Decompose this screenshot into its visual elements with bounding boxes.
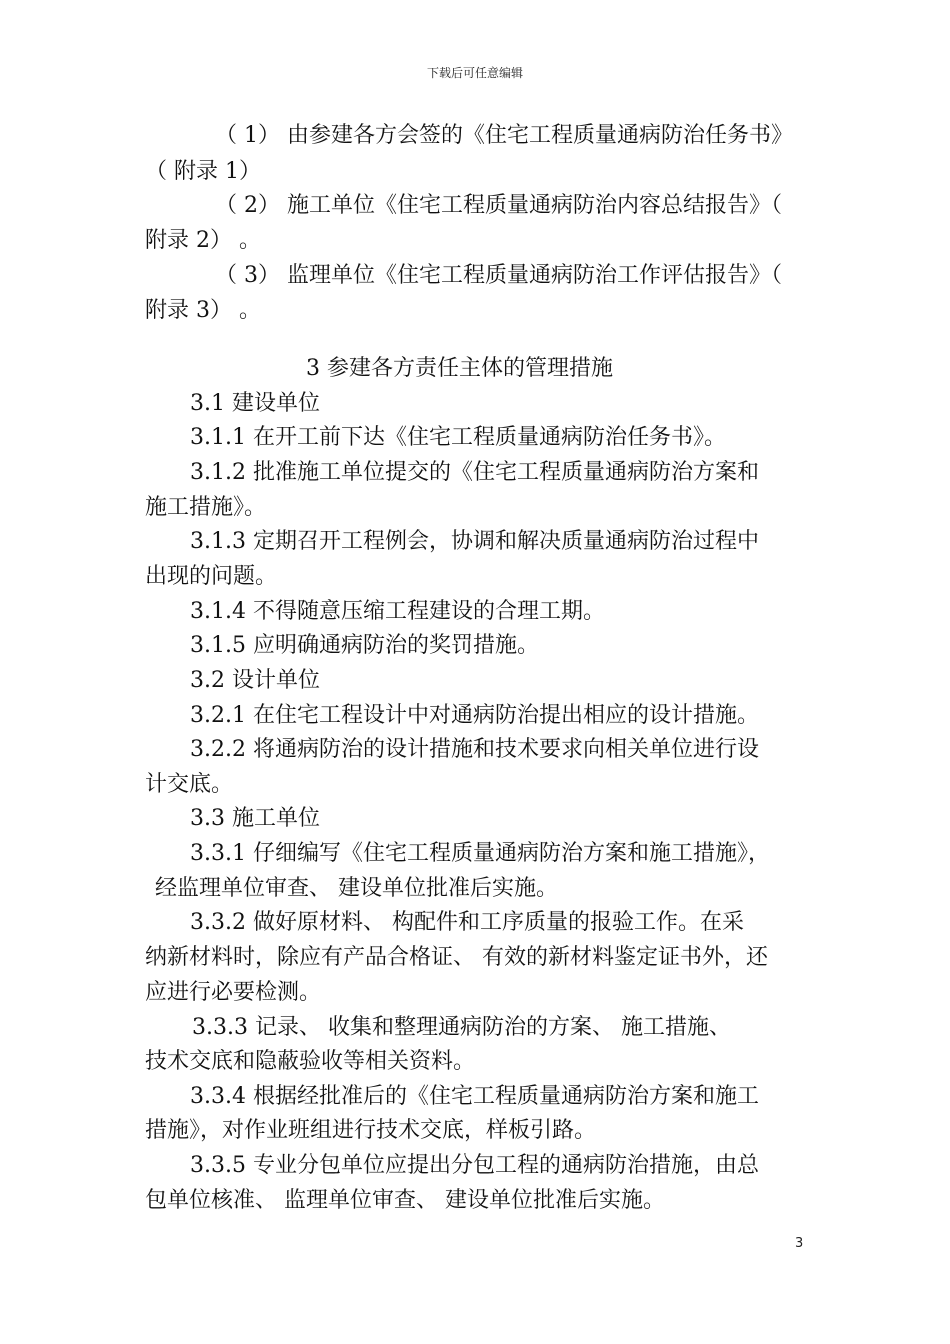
page-header-note: 下载后可任意编辑 (426, 66, 523, 80)
paragraph-line: 措施》，对作业班组进行技术交底，样板引路。 (145, 1118, 597, 1143)
paragraph-line: 3.3.5 专业分包单位应提出分包工程的通病防治措施，由总 (190, 1153, 759, 1178)
paragraph-line: 纳新材料时，除应有产品合格证、 有效的新材料鉴定证书外，还 (145, 945, 768, 970)
paragraph-line: （ 1） 由参建各方会签的《住宅工程质量通病防治任务书》 (215, 123, 793, 148)
paragraph-line: 3.1.3 定期召开工程例会，协调和解决质量通病防治过程中 (190, 529, 759, 554)
paragraph-line: 技术交底和隐蔽验收等相关资料。 (145, 1049, 476, 1074)
paragraph-line: 计交底。 (145, 772, 234, 797)
paragraph-line: 附录 2） 。 (145, 228, 261, 253)
paragraph-line: 3.1.4 不得随意压缩工程建设的合理工期。 (190, 599, 605, 624)
paragraph-line: 应进行必要检测。 (145, 980, 322, 1005)
paragraph-line: （ 2） 施工单位《住宅工程质量通病防治内容总结报告》（ (215, 193, 782, 218)
paragraph-line: 3.2.2 将通病防治的设计措施和技术要求向相关单位进行设 (190, 737, 759, 762)
paragraph-line: 附录 3） 。 (145, 298, 261, 323)
paragraph-line: 3.1.5 应明确通病防治的奖罚措施。 (190, 633, 539, 658)
paragraph-line: （ 附录 1） (145, 159, 261, 184)
paragraph-line: 3.2.1 在住宅工程设计中对通病防治提出相应的设计措施。 (190, 703, 759, 728)
paragraph-line: 3.1.2 批准施工单位提交的《住宅工程质量通病防治方案和 (190, 460, 759, 485)
subsection-heading: 3.3 施工单位 (190, 806, 320, 831)
page-number: 3 (795, 1236, 804, 1251)
paragraph-line: 3.3.3 记录、 收集和整理通病防治的方案、 施工措施、 (192, 1015, 731, 1040)
paragraph-line: 经监理单位审查、 建设单位批准后实施。 (155, 876, 558, 901)
paragraph-line: （ 3） 监理单位《住宅工程质量通病防治工作评估报告》（ (215, 263, 782, 288)
paragraph-line: 3.3.1 仔细编写《住宅工程质量通病防治方案和施工措施》， (190, 841, 770, 866)
subsection-heading: 3.2 设计单位 (190, 668, 320, 693)
paragraph-line: 包单位核准、 监理单位审查、 建设单位批准后实施。 (145, 1188, 665, 1213)
section-heading: 3 参建各方责任主体的管理措施 (306, 356, 613, 381)
paragraph-line: 出现的问题。 (145, 564, 278, 589)
paragraph-line: 施工措施》。 (145, 495, 267, 520)
subsection-heading: 3.1 建设单位 (190, 391, 320, 416)
paragraph-line: 3.3.2 做好原材料、 构配件和工序质量的报验工作。在采 (190, 910, 744, 935)
paragraph-line: 3.1.1 在开工前下达《住宅工程质量通病防治任务书》。 (190, 425, 726, 450)
paragraph-line: 3.3.4 根据经批准后的《住宅工程质量通病防治方案和施工 (190, 1084, 759, 1109)
